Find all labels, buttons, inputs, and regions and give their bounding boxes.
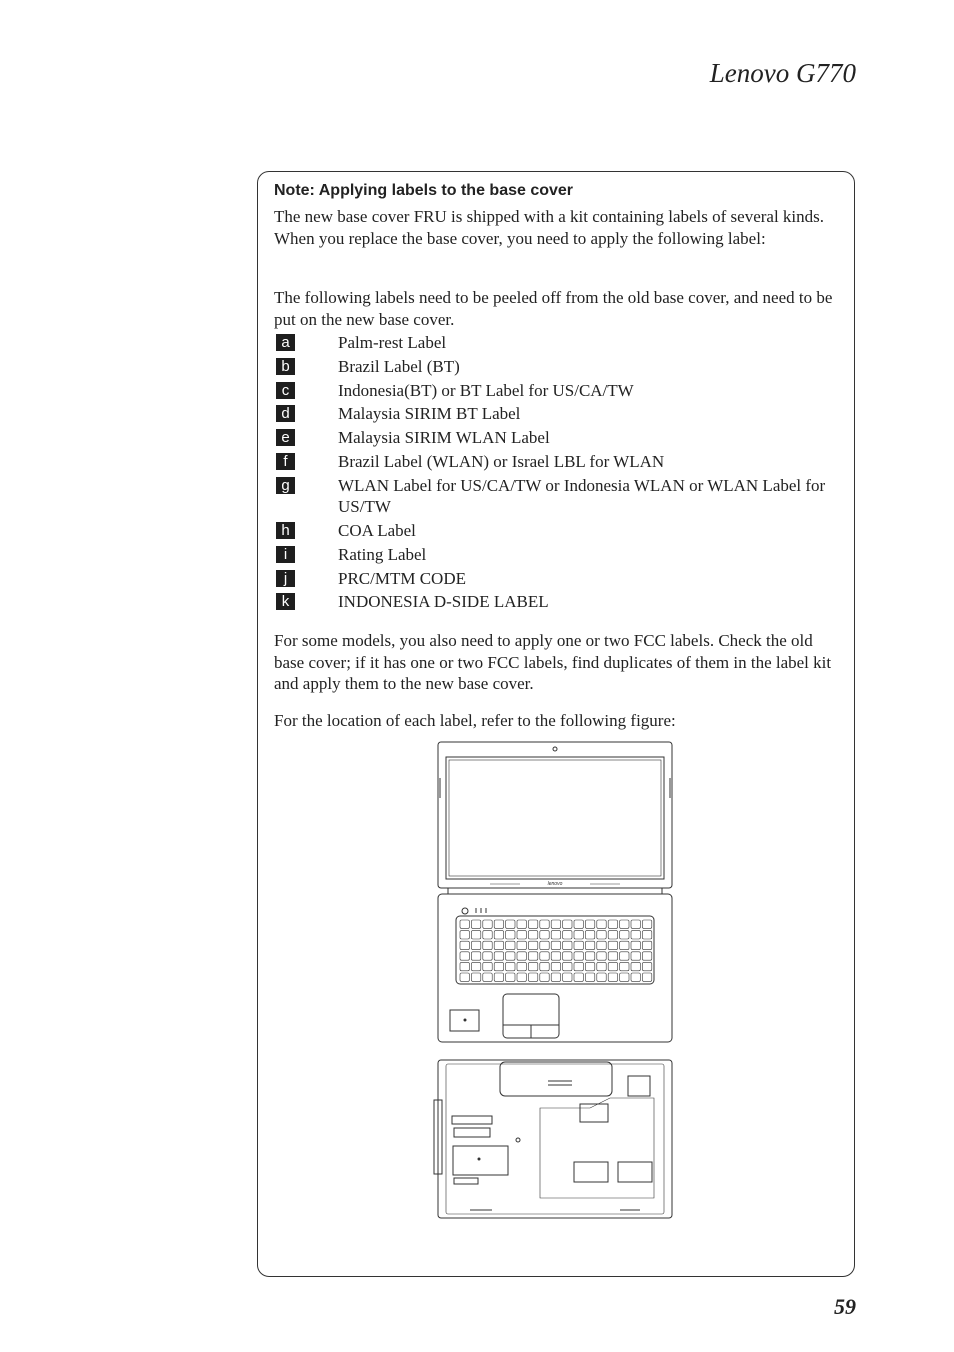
keyboard-key bbox=[471, 920, 480, 928]
keyboard-key bbox=[563, 962, 572, 970]
keyboard-key bbox=[642, 962, 651, 970]
keyboard-key bbox=[471, 973, 480, 981]
screw-icon bbox=[516, 1138, 520, 1142]
keyboard-key bbox=[642, 941, 651, 949]
label-list bbox=[276, 332, 840, 615]
label-letter-badge: i bbox=[276, 546, 295, 563]
keyboard-key bbox=[517, 973, 526, 981]
lid-brand-logo: lenovo bbox=[547, 881, 563, 887]
keyboard-key bbox=[585, 941, 594, 949]
keyboard-key bbox=[585, 931, 594, 939]
keyboard-key bbox=[551, 920, 560, 928]
keyboard-key bbox=[608, 931, 617, 939]
keyboard-key bbox=[506, 973, 515, 981]
keyboard-key bbox=[585, 973, 594, 981]
keyboard-key bbox=[574, 952, 583, 960]
label-location-figure bbox=[430, 738, 680, 1222]
battery-bay bbox=[500, 1062, 612, 1096]
keyboard-key bbox=[642, 931, 651, 939]
keyboard-key bbox=[494, 941, 503, 949]
keyboard-key bbox=[597, 962, 606, 970]
keyboard-key bbox=[460, 962, 469, 970]
figure-intro-paragraph: For the location of each label, refer to the following figure: bbox=[274, 711, 676, 730]
label-text: Brazil Label (WLAN) or Israel LBL for WLAN bbox=[338, 451, 665, 471]
keyboard-key bbox=[517, 941, 526, 949]
label-item bbox=[276, 544, 840, 566]
label-item bbox=[276, 591, 840, 613]
intro-paragraph: The new base cover FRU is shipped with a kit containing labels of several kinds. When you replace the base cover, you need to apply the following label: bbox=[274, 207, 825, 248]
keyboard-key bbox=[551, 952, 560, 960]
keyboard-key bbox=[597, 973, 606, 981]
keyboard-key bbox=[540, 973, 549, 981]
page-header-title: Lenovo G770 bbox=[709, 58, 856, 88]
label-text: Brazil Label (BT) bbox=[338, 356, 460, 376]
memory-compartment-outline bbox=[540, 1098, 654, 1198]
keyboard-key bbox=[563, 973, 572, 981]
keyboard-key bbox=[506, 952, 515, 960]
keyboard-key bbox=[563, 941, 572, 949]
keyboard-key bbox=[471, 962, 480, 970]
keyboard-key bbox=[528, 920, 537, 928]
fcc-paragraph: For some models, you also need to apply one or two FCC labels. Check the old base cover; if it has one or two FCC labels, find duplicates of them in the label kit and apply them to the new base cover. bbox=[274, 631, 832, 694]
keyboard-key bbox=[460, 973, 469, 981]
label-item bbox=[276, 427, 840, 449]
prc-mtm-label-marker bbox=[454, 1178, 478, 1184]
keyboard-key bbox=[528, 962, 537, 970]
keyboard-key bbox=[460, 920, 469, 928]
keyboard-key bbox=[620, 962, 629, 970]
keyboard-key bbox=[585, 920, 594, 928]
keyboard-key bbox=[528, 952, 537, 960]
laptop-screen-inner bbox=[449, 760, 661, 876]
wlan-label-marker bbox=[454, 1128, 490, 1137]
vent-grille bbox=[580, 1104, 608, 1122]
label-letter-badge: f bbox=[276, 453, 295, 470]
power-button-icon bbox=[462, 908, 468, 914]
keyboard-key bbox=[608, 941, 617, 949]
label-item bbox=[276, 451, 840, 473]
keyboard-key bbox=[540, 931, 549, 939]
keyboard-key bbox=[608, 973, 617, 981]
label-text: Rating Label bbox=[338, 544, 427, 564]
label-text: COA Label bbox=[338, 521, 416, 541]
keyboard-key bbox=[528, 931, 537, 939]
label-item bbox=[276, 475, 840, 518]
keyboard-key bbox=[642, 920, 651, 928]
keyboard-key bbox=[574, 973, 583, 981]
keyboard-key bbox=[551, 962, 560, 970]
keyboard-key bbox=[471, 941, 480, 949]
keyboard-key bbox=[574, 931, 583, 939]
keyboard-key bbox=[517, 920, 526, 928]
keyboard-key bbox=[551, 941, 560, 949]
keyboard-key bbox=[460, 931, 469, 939]
keyboard-key bbox=[608, 962, 617, 970]
laptop-lid-outline bbox=[438, 742, 672, 888]
base-cover-inner-edge bbox=[446, 1064, 664, 1214]
label-text: INDONESIA D-SIDE LABEL bbox=[338, 592, 549, 612]
label-item bbox=[276, 403, 840, 425]
keyboard-key bbox=[506, 920, 515, 928]
bt-label-marker bbox=[452, 1116, 492, 1124]
keyboard-key bbox=[574, 962, 583, 970]
keyboard-key bbox=[540, 920, 549, 928]
label-position-dot bbox=[478, 1158, 480, 1160]
keyboard-key bbox=[620, 941, 629, 949]
keyboard-key bbox=[517, 931, 526, 939]
keyboard-key bbox=[642, 952, 651, 960]
keyboard-key bbox=[608, 952, 617, 960]
keyboard-key bbox=[620, 920, 629, 928]
keyboard-key bbox=[460, 941, 469, 949]
keyboard-key bbox=[540, 952, 549, 960]
keyboard-key bbox=[585, 962, 594, 970]
label-item bbox=[276, 356, 840, 378]
keyboard-key bbox=[597, 941, 606, 949]
label-text: Malaysia SIRIM WLAN Label bbox=[338, 428, 550, 448]
label-letter-badge: b bbox=[276, 358, 295, 375]
keyboard-key bbox=[494, 920, 503, 928]
rating-label-marker bbox=[453, 1146, 508, 1175]
label-item bbox=[276, 568, 840, 590]
keyboard-key bbox=[563, 931, 572, 939]
laptop-screen bbox=[446, 757, 664, 879]
label-letter-badge: e bbox=[276, 429, 295, 446]
peel-instruction-paragraph: The following labels need to be peeled off from the old base cover, and need to be put on the new base cover. bbox=[274, 288, 833, 329]
keyboard-key bbox=[597, 931, 606, 939]
keyboard-key bbox=[471, 931, 480, 939]
keyboard-key bbox=[483, 962, 492, 970]
keyboard-key bbox=[506, 941, 515, 949]
keyboard-key bbox=[494, 931, 503, 939]
label-letter-badge: c bbox=[276, 382, 295, 399]
keyboard-key bbox=[494, 962, 503, 970]
keyboard-key bbox=[483, 973, 492, 981]
keyboard-key bbox=[574, 941, 583, 949]
keyboard-key bbox=[483, 952, 492, 960]
keyboard-key bbox=[642, 973, 651, 981]
keyboard-key bbox=[506, 931, 515, 939]
keyboard-key bbox=[597, 920, 606, 928]
keyboard-key bbox=[631, 973, 640, 981]
keyboard-key bbox=[471, 952, 480, 960]
label-letter-badge: g bbox=[276, 477, 295, 494]
keyboard-keys bbox=[460, 920, 652, 981]
keyboard-key bbox=[585, 952, 594, 960]
label-item bbox=[276, 332, 840, 354]
keyboard-key bbox=[608, 920, 617, 928]
keyboard-key bbox=[483, 941, 492, 949]
label-position-dot bbox=[464, 1019, 466, 1021]
label-text: Malaysia SIRIM BT Label bbox=[338, 404, 521, 424]
keyboard-key bbox=[620, 952, 629, 960]
keyboard-key bbox=[494, 952, 503, 960]
keyboard-key bbox=[540, 941, 549, 949]
webcam-icon bbox=[553, 747, 557, 751]
keyboard-key bbox=[620, 931, 629, 939]
keyboard-key bbox=[574, 920, 583, 928]
keyboard-key bbox=[460, 952, 469, 960]
keyboard-key bbox=[517, 952, 526, 960]
keyboard-key bbox=[540, 962, 549, 970]
label-item bbox=[276, 520, 840, 542]
keyboard-key bbox=[620, 973, 629, 981]
keyboard-key bbox=[631, 920, 640, 928]
keyboard-outline bbox=[456, 916, 654, 984]
keyboard-key bbox=[551, 931, 560, 939]
keyboard-key bbox=[551, 973, 560, 981]
keyboard-key bbox=[517, 962, 526, 970]
keyboard-key bbox=[494, 973, 503, 981]
keyboard-key bbox=[506, 962, 515, 970]
label-text: Indonesia(BT) or BT Label for US/CA/TW bbox=[338, 380, 634, 400]
label-text: WLAN Label for US/CA/TW or Indonesia WLAN or WLAN Label for US/TW bbox=[338, 475, 826, 517]
vent-grille bbox=[574, 1162, 608, 1182]
label-letter-badge: a bbox=[276, 334, 295, 351]
keyboard-key bbox=[528, 973, 537, 981]
keyboard-key bbox=[563, 920, 572, 928]
label-text: Palm-rest Label bbox=[338, 333, 447, 352]
keyboard-key bbox=[631, 941, 640, 949]
keyboard-key bbox=[631, 931, 640, 939]
keyboard-key bbox=[528, 941, 537, 949]
keyboard-key bbox=[483, 931, 492, 939]
keyboard-key bbox=[631, 962, 640, 970]
keyboard-key bbox=[483, 920, 492, 928]
label-letter-badge: d bbox=[276, 405, 295, 422]
vent-grille bbox=[628, 1076, 650, 1096]
keyboard-key bbox=[597, 952, 606, 960]
label-text: PRC/MTM CODE bbox=[338, 568, 466, 588]
label-letter-badge: k bbox=[276, 593, 295, 610]
label-letter-badge: j bbox=[276, 570, 295, 587]
keyboard-key bbox=[631, 952, 640, 960]
base-cover-outline bbox=[438, 1060, 672, 1218]
note-heading: Note: Applying labels to the base cover bbox=[274, 182, 574, 199]
label-letter-badge: h bbox=[276, 522, 295, 539]
page-number: 59 bbox=[834, 1294, 856, 1319]
vent-grille bbox=[618, 1162, 652, 1182]
label-item bbox=[276, 380, 840, 402]
keyboard-key bbox=[563, 952, 572, 960]
laptop-hinge bbox=[448, 888, 662, 894]
